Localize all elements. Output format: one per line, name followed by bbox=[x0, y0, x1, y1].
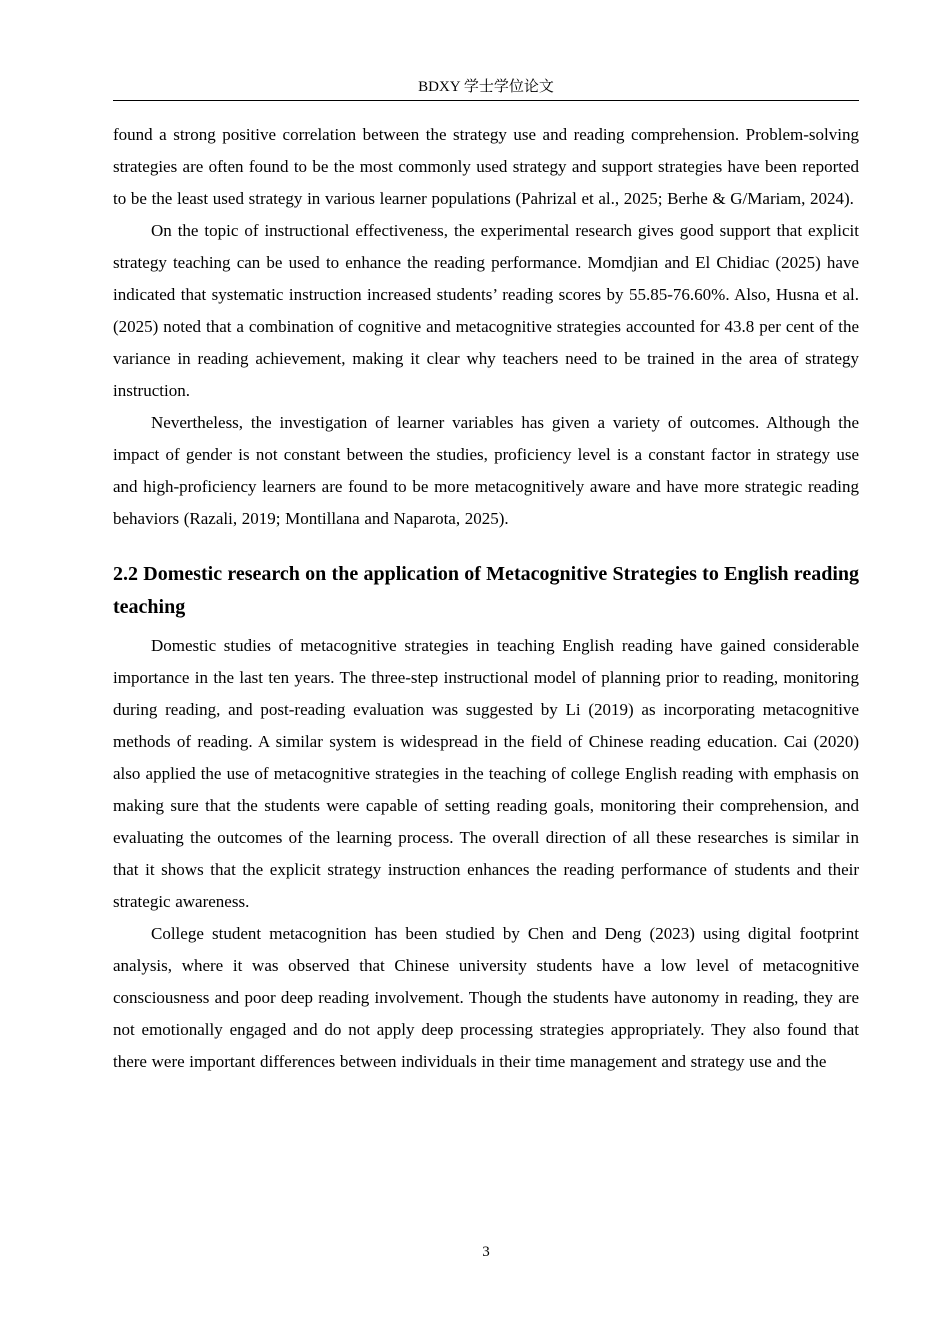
paragraph-1: found a strong positive correlation between the strategy use and reading comprehension. Problem-solving strategies are often found to be the most commonly used strategy and support strategies have been reported to be the least used strategy in various learner populations (Pahrizal et al., 2025; Berhe & G/Mariam, 2024). bbox=[113, 125, 859, 208]
paragraph-3: Nevertheless, the investigation of learner variables has given a variety of outcomes. Although the impact of gender is not constant between the studies, proficiency level is a constant factor in strategy use and high-proficiency learners are found to be more metacognitively aware and have more strategic reading behaviors (Razali, 2019; Montillana and Naparota, 2025). bbox=[113, 413, 859, 528]
paragraph-4: Domestic studies of metacognitive strategies in teaching English reading have gained considerable importance in the last ten years. The three-step instructional model of planning prior to reading, monitoring during reading, and post-reading evaluation was suggested by Li (2019) as incorporating metacognitive methods of reading. A similar system is widespread in the field of Chinese reading education. Cai (2020) also applied the use of metacognitive strategies in the teaching of college English reading with emphasis on making sure that the students were capable of setting reading goals, monitoring their comprehension, and evaluating the outcomes of the learning process. The overall direction of all these researches is similar in that it shows that the explicit strategy instruction enhances the reading performance of students and their strategic awareness. bbox=[113, 636, 859, 911]
running-header: BDXY 学士学位论文 bbox=[418, 79, 554, 95]
page-number: 3 bbox=[482, 1244, 490, 1260]
paragraph-2: On the topic of instructional effectiveness, the experimental research gives good support that explicit strategy teaching can be used to enhance the reading performance. Momdjian and El Chidiac (2025) have indicated that systematic instruction increased students’ reading scores by 55.85-76.60%. Also, Husna et al. (2025) noted that a combination of cognitive and metacognitive strategies accounted for 43.8 per cent of the variance in reading achievement, making it clear why teachers need to be trained in the area of strategy instruction. bbox=[113, 221, 859, 400]
section-heading: 2.2 Domestic research on the application of Metacognitive Strategies to English reading teaching bbox=[113, 563, 859, 618]
header-rule bbox=[113, 100, 859, 101]
paragraph-5: College student metacognition has been studied by Chen and Deng (2023) using digital footprint analysis, where it was observed that Chinese university students have a low level of metacognitive consciousness and poor deep reading involvement. Though the students have autonomy in reading, they are not emotionally engaged and do not apply deep processing strategies appropriately. They also found that there were important differences between individuals in their time management and strategy use and the bbox=[113, 924, 859, 1071]
body-text bbox=[113, 119, 859, 1078]
